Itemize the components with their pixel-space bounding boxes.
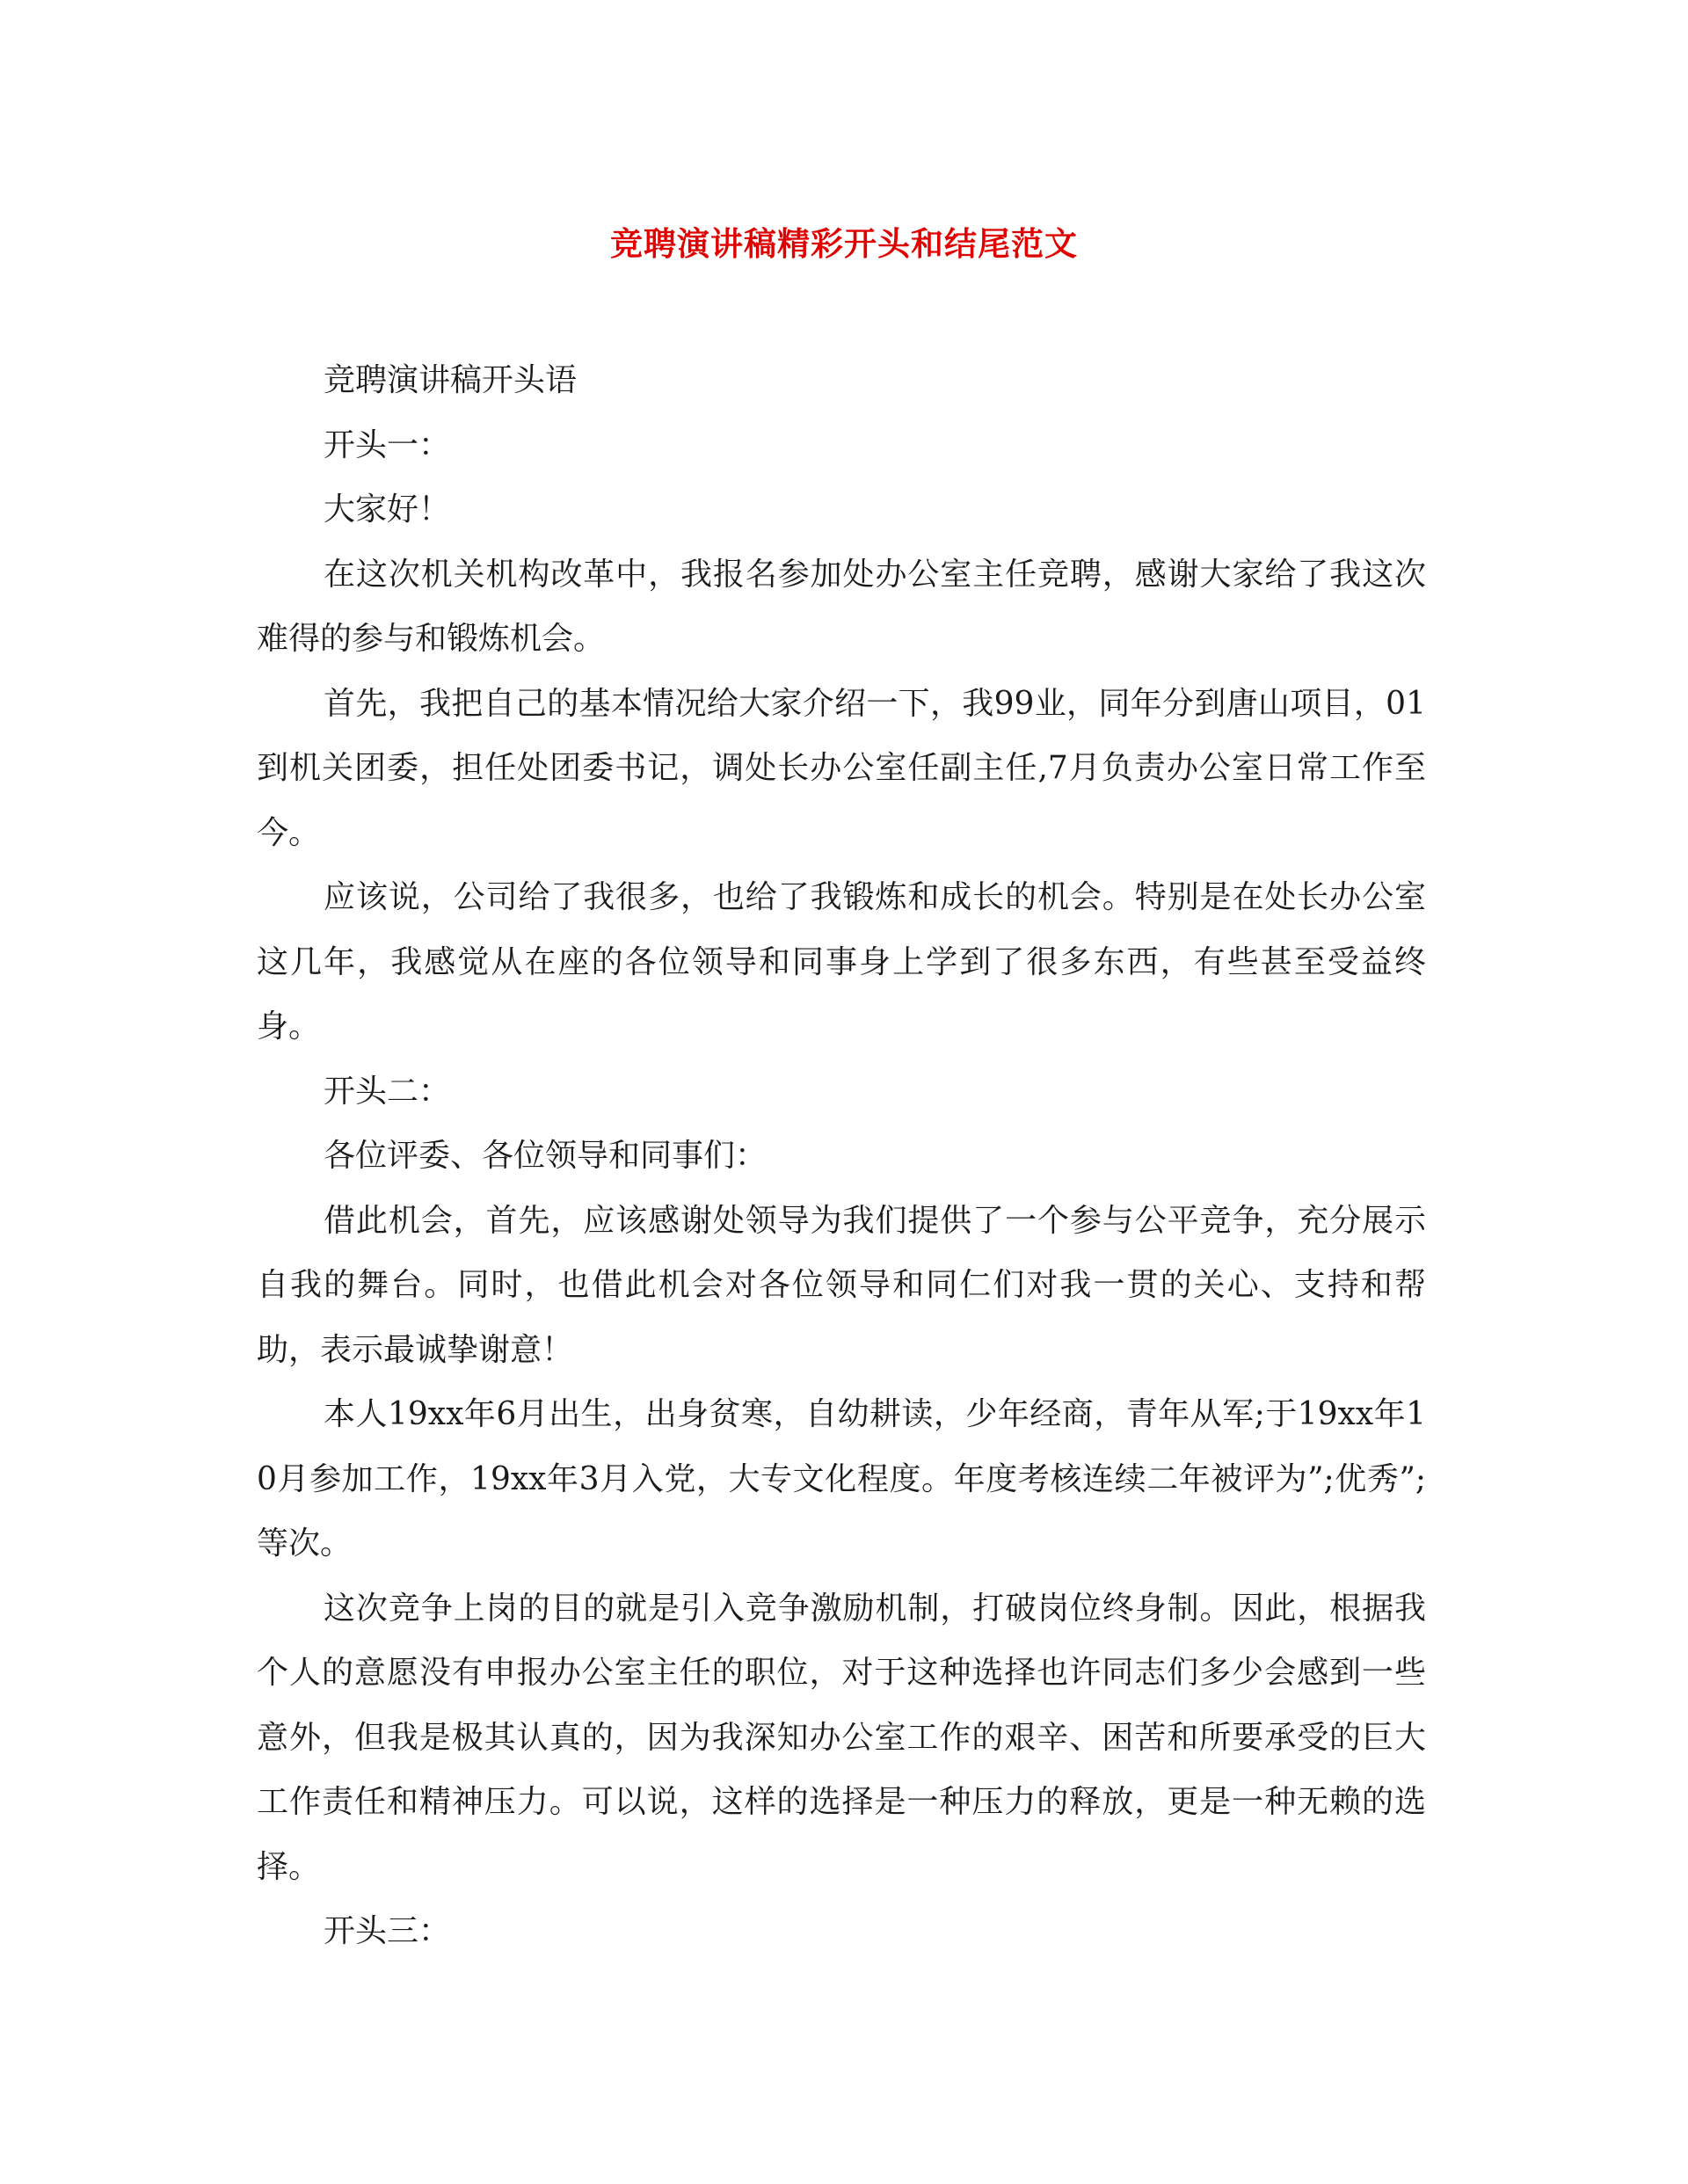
paragraph: 应该说，公司给了我很多，也给了我锻炼和成长的机会。特别是在处长办公室这几年，我感觉从在座的各位领导和同事身上学到了很多东西，有些甚至受益终身。 xyxy=(257,879,1426,1045)
paragraph: 本人19xx年6月出生，出身贫寒，自幼耕读，少年经商，青年从军;于19xx年10月参加工作，19xx年3月入党，大专文化程度。年度考核连续二年被评为”;优秀”;等次。 xyxy=(257,1396,1426,1562)
paragraph: 在这次机关机构改革中，我报名参加处办公室主任竞聘，感谢大家给了我这次难得的参与和锻炼机会。 xyxy=(257,556,1426,657)
paragraph: 竞聘演讲稿开头语 xyxy=(324,362,578,398)
paragraph: 开头一： xyxy=(324,426,451,463)
document-title: 竞聘演讲稿精彩开头和结尾范文 xyxy=(610,224,1078,263)
paragraph: 这次竞争上岗的目的就是引入竞争激励机制，打破岗位终身制。因此，根据我个人的意愿没有申报办公室主任的职位，对于这种选择也许同志们多少会感到一些意外，但我是极其认真的，因为我深知办公室工作的艰辛、困苦和所要承受的巨大工作责任和精神压力。可以说，这样的选择是一种压力的释放，更是一种无赖的选择。 xyxy=(257,1590,1426,1885)
paragraph: 开头三： xyxy=(324,1913,451,1949)
paragraph: 开头二： xyxy=(324,1073,451,1110)
paragraph: 首先，我把自己的基本情况给大家介绍一下，我99业，同年分到唐山项目，01到机关团委，担任处团委书记，调处长办公室任副主任,7月负责办公室日常工作至今。 xyxy=(257,685,1426,851)
paragraph: 借此机会，首先，应该感谢处领导为我们提供了一个参与公平竞争，充分展示自我的舞台。同时，也借此机会对各位领导和同仁们对我一贯的关心、支持和帮助，表示最诚挚谢意！ xyxy=(257,1202,1426,1368)
document-body xyxy=(257,348,1426,1964)
paragraph: 各位评委、各位领导和同事们： xyxy=(324,1138,768,1174)
paragraph: 大家好！ xyxy=(324,491,451,528)
